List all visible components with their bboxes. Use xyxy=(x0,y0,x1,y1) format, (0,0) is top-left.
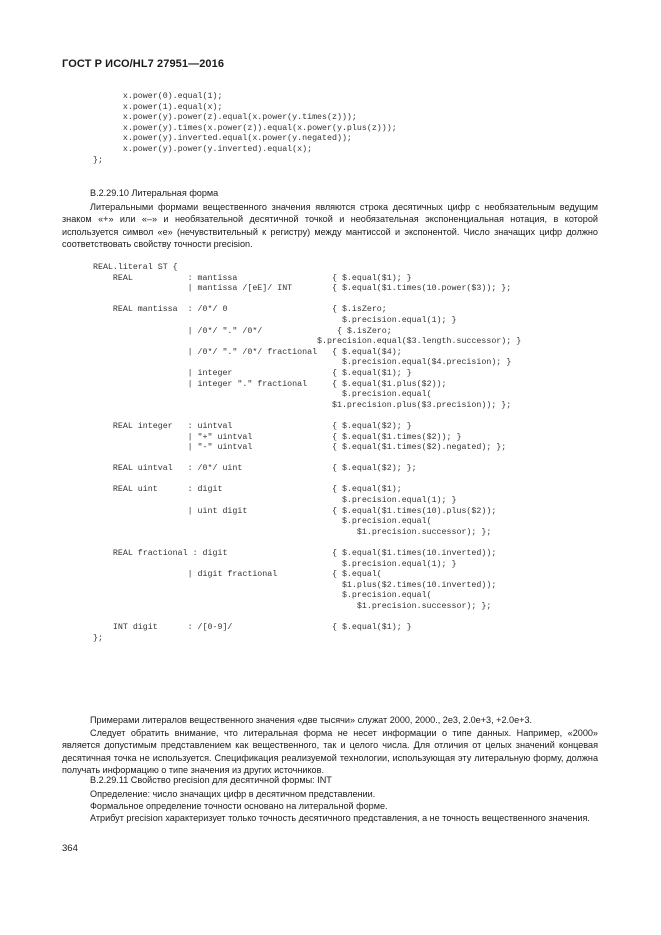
code-block-2-line: | digit fractional { $.equal( xyxy=(93,570,382,580)
code-block-2-line: $.precision.equal( xyxy=(93,517,432,527)
code-block-2-line: | mantissa /[eE]/ INT { $.equal($1.times(10.power($3)); }; xyxy=(93,284,512,294)
code-block-2-line: $1.plus($2.times(10.inverted)); xyxy=(93,580,497,590)
code-block-2-line: REAL.literal ST { xyxy=(93,263,178,272)
code-block-2-line: REAL fractional : digit { $.equal($1.times(10.inverted)); xyxy=(93,549,497,559)
code-block-2-line: }; xyxy=(93,633,103,643)
paragraph-note: Следует обратить внимание, что литеральная форма не несет информации о типе данных. Например, «2000» является допустимым представлением как вещественного, так и целого числа. Для отличия от целых значений концевая десятичная точка не используется. Спецификация реализуемой технологии, использующая эту литеральную форму, должна получать информацию о типе значения из других источников. xyxy=(62,728,598,775)
code-block-2-line: REAL mantissa : /0*/ 0 { $.isZero; xyxy=(93,305,387,315)
code-block-2-line: | uint digit { $.equal($1.times(10).plus($2)); xyxy=(93,506,497,516)
code-block-2-line: $.precision.equal( xyxy=(93,591,432,601)
code-block-2-line: REAL uintval : /0*/ uint { $.equal($2); }; xyxy=(93,464,417,474)
code-block-1-line: x.power(y).power(z).equal(x.power(y.times(z))); xyxy=(93,113,357,123)
code-block-2-line: $.precision.equal(1); } xyxy=(93,315,457,325)
code-block-2-line: $1.precision.successor); }; xyxy=(93,602,492,611)
paragraph-attribute: Атрибут precision характеризует только точность десятичного представления, а не точность вещественного значения. xyxy=(90,813,590,823)
code-block-1-line: x.power(1).equal(x); xyxy=(93,102,223,112)
code-block-1-line: x.power(y).times(x.power(z)).equal(x.power(y.plus(z))); xyxy=(93,123,397,133)
paragraph-examples: Примерами литералов вещественного значения «две тысячи» служат 2000, 2000., 2e3, 2.0e+3, +2.0e+3. xyxy=(90,715,533,725)
code-block-1-line: }; xyxy=(93,155,103,165)
code-block-2-line: $.precision.equal(1); } xyxy=(93,496,457,506)
code-block-2-line: $.precision.equal($3.length.successor); } xyxy=(93,337,522,347)
code-block-2-line xyxy=(93,475,521,486)
page-number: 364 xyxy=(62,843,78,854)
code-block-2-line: $1.precision.successor); }; xyxy=(93,527,492,537)
code-block-2-line: | /0*/ "." /0*/ { $.isZero; xyxy=(93,326,392,336)
document-header: ГОСТ Р ИСО/HL7 27951—2016 xyxy=(62,58,225,70)
code-block-2-line: | integer { $.equal($1); } xyxy=(93,368,412,378)
code-block-2-line: $.precision.equal($4.precision); } xyxy=(93,358,512,368)
code-block-2-line: | "-" uintval { $.equal($1.times($2).negated); }; xyxy=(93,443,507,453)
code-block-1-line: x.power(y).inverted.equal(x.power(y.negated)); xyxy=(93,134,352,144)
code-block-2-line: $.precision.equal( xyxy=(93,390,432,400)
section-heading-literal-form: В.2.29.10 Литеральная форма xyxy=(90,188,219,198)
code-block-2-line xyxy=(93,538,521,549)
code-block-2-line: | "+" uintval { $.equal($1.times($2)); } xyxy=(93,432,462,442)
code-block-2-line: $1.precision.plus($3.precision)); }; xyxy=(93,400,512,410)
code-block-2-line xyxy=(93,613,521,624)
code-block-2-line: REAL : mantissa { $.equal($1); } xyxy=(93,273,412,283)
code-block-2-line: INT digit : /[0-9]/ { $.equal($1); } xyxy=(93,623,412,633)
paragraph-formal: Формальное определение точности основано на литеральной форме. xyxy=(90,801,388,811)
code-block-1-line: x.power(y).power(y.inverted).equal(x); xyxy=(93,144,313,154)
code-block-2-line: | integer "." fractional { $.equal($1.plus($2)); xyxy=(93,379,447,389)
paragraph-definition: Определение: число значащих цифр в десятичном представлении. xyxy=(90,789,376,799)
code-block-real-literal xyxy=(93,263,521,644)
code-block-power-axioms xyxy=(93,92,397,166)
code-block-1-line: x.power(0).equal(1); xyxy=(93,92,223,101)
section-heading-precision: В.2.29.11 Свойство precision для десятичной формы: INT xyxy=(90,775,332,785)
code-block-2-line: REAL uint : digit { $.equal($1); xyxy=(93,485,402,495)
code-block-2-line xyxy=(93,454,521,465)
code-block-2-line xyxy=(93,411,521,422)
code-block-2-line: $.precision.equal(1); } xyxy=(93,559,457,569)
code-block-2-line xyxy=(93,295,521,306)
code-block-2-line: REAL integer : uintval { $.equal($2); } xyxy=(93,421,412,431)
code-block-2-line: | /0*/ "." /0*/ fractional { $.equal($4); xyxy=(93,347,402,357)
paragraph-literal-form: Литеральными формами вещественного значения являются строка десятичных цифр с необязательным ведущим знаком «+» или «–» и необязательной десятичной точкой и необязательная экспоненциальная нотация, в которой используется символ «е» (нечувствительный к регистру) между мантиссой и экспонентой. Число значащих цифр должно соответствовать свойству точности precision. xyxy=(62,202,598,249)
